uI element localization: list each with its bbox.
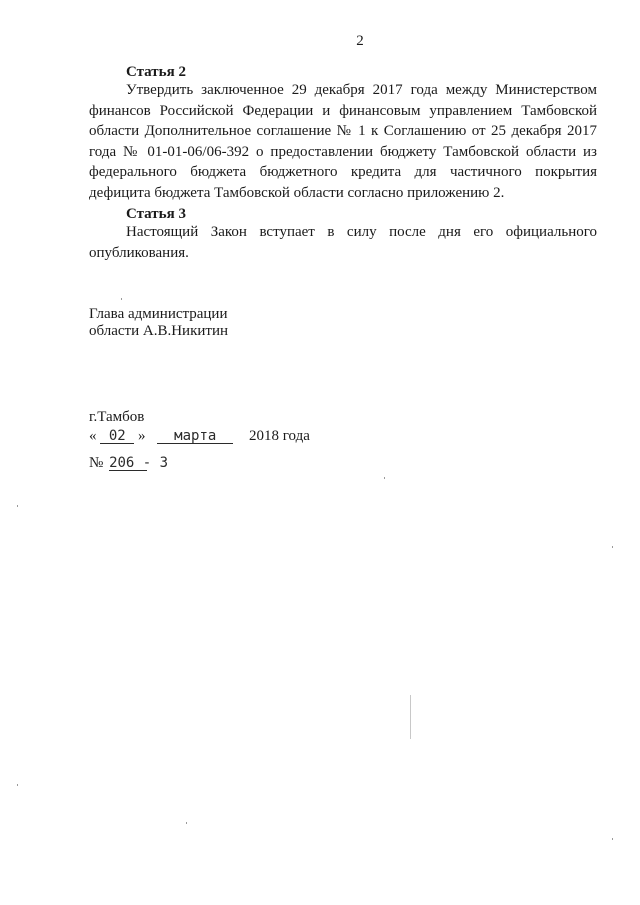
- signature-block: [89, 306, 228, 340]
- date-open-quote: «: [89, 428, 97, 444]
- article-3-text: Настоящий Закон вступает в силу после дня его официального опубликования.: [89, 224, 597, 261]
- date-close-quote: »: [138, 428, 146, 444]
- signature-title: Глава администрации: [89, 306, 228, 322]
- article-2-heading: Статья 2: [126, 64, 186, 80]
- scan-speck: [384, 477, 385, 479]
- signing-date: [89, 428, 310, 445]
- date-month: марта: [157, 429, 233, 444]
- scan-speck: [121, 298, 122, 300]
- scan-speck: [612, 838, 613, 840]
- signature-name: области А.В.Никитин: [89, 323, 229, 339]
- number-value: 206 - 3: [109, 455, 169, 471]
- article-2-text: Утвердить заключенное 29 декабря 2017 года между Министерством финансов Российской Федерации и финансовым управлением Тамбовской области Дополнительное соглашение № 1 к Соглашению от 25 декабря 2017 года № 01-01-06/06-392 о предоставлении бюджету Тамбовской области из федерального бюджета бюджетного кредита для частичного покрытия дефицита бюджета Тамбовской области согласно приложению 2.: [89, 82, 597, 201]
- document-number: [89, 455, 169, 472]
- scan-speck: [17, 784, 18, 786]
- scan-speck: [612, 546, 613, 548]
- date-year: 2018 года: [249, 428, 310, 444]
- article-3-heading: Статья 3: [126, 206, 186, 222]
- scan-streak: [410, 695, 411, 739]
- page-number: 2: [356, 33, 364, 49]
- place-of-signing: г.Тамбов: [89, 409, 145, 425]
- scan-speck: [17, 505, 18, 507]
- number-sign: №: [89, 455, 104, 471]
- scan-speck: [186, 822, 187, 824]
- date-day: 02: [100, 429, 134, 444]
